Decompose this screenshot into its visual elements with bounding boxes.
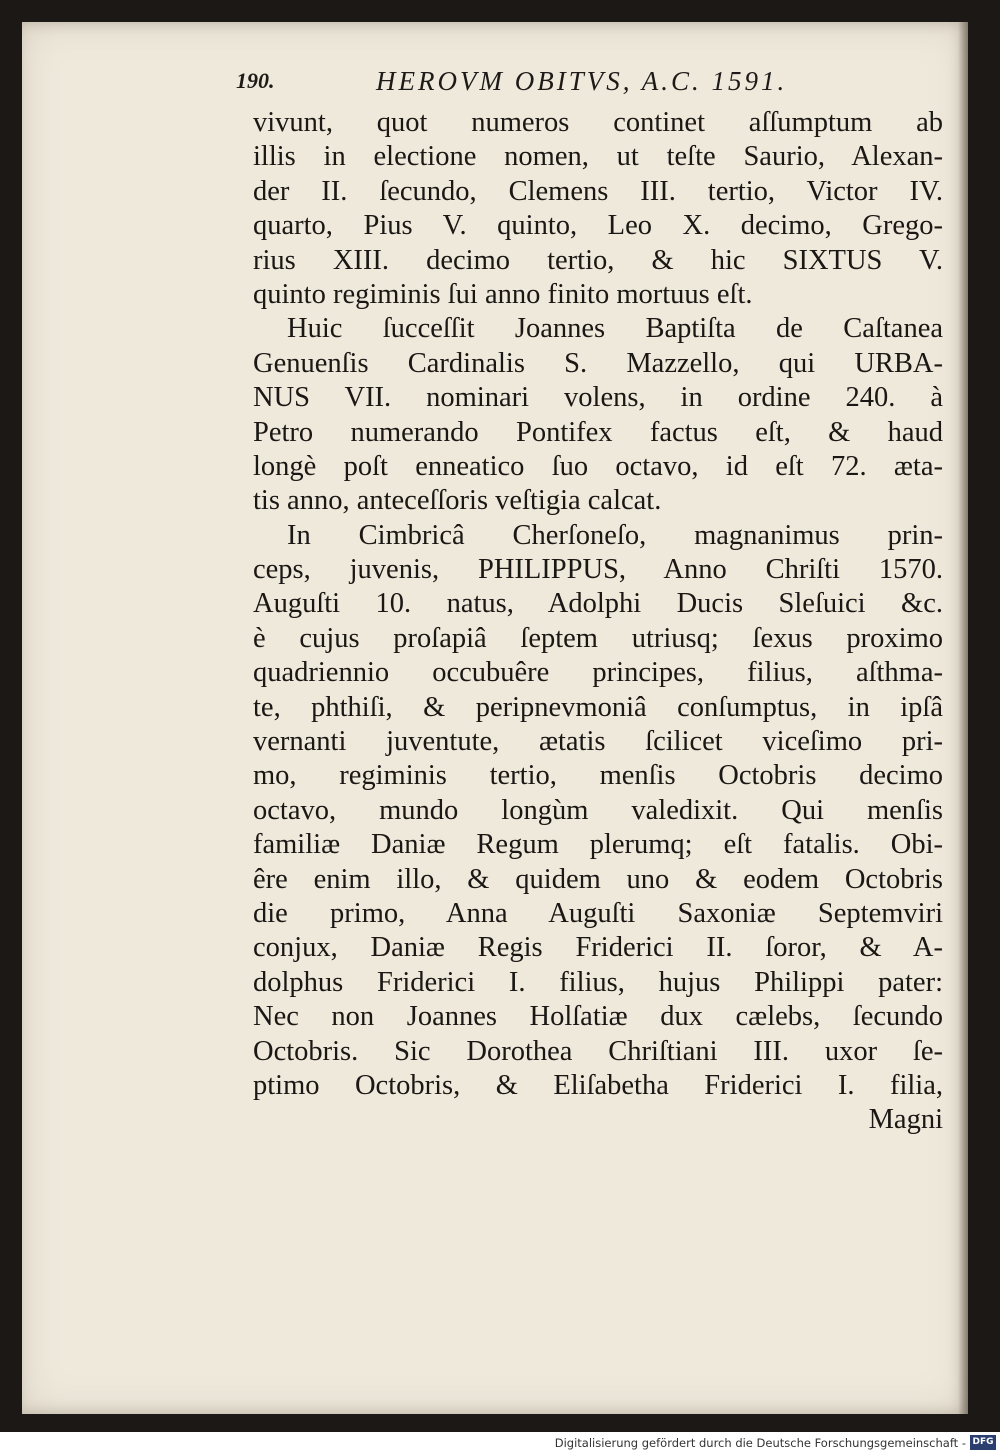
running-head [236,66,916,106]
text-line: ceps, juvenis, PHILIPPUS, Anno Chriſti 1570. [253,554,943,586]
text-line: familiæ Daniæ Regum plerumq; eſt fatalis. Obi- [253,829,943,861]
text-line: ptimo Octobris, & Eliſabetha Friderici I. filia, [253,1069,943,1101]
text-line: vernanti juventute, ætatis ſcilicet viceſimo pri- [253,726,943,758]
text-line: Auguſti 10. natus, Adolphi Ducis Sleſuici &c. [253,588,943,620]
text-line: mo, regiminis tertio, menſis Octobris decimo [253,760,943,792]
running-title: HEROVM OBITVS, A.C. 1591. [376,66,788,96]
text-line: longè poſt enneatico ſuo octavo, id eſt 72. æta- [253,450,943,482]
text-line: conjux, Daniæ Regis Friderici II. ſoror, & A- [253,932,943,964]
text-line: In Cimbricâ Cherſoneſo, magnanimus prin- [287,519,943,551]
text-line: vivunt, quot numeros continet aſſumptum ab [253,107,943,138]
text-line: êre enim illo, & quidem uno & eodem Octobris [253,863,943,895]
text-line: Genuenſis Cardinalis S. Mazzello, qui URBA- [253,347,943,379]
text-line: tis anno, anteceſſoris veſtigia calcat. [253,485,662,517]
page-number: 190. [236,68,275,93]
catchword: Magni [868,1104,943,1136]
text-line: quinto regiminis ſui anno finito mortuus eſt. [253,278,753,310]
text-line: octavo, mundo longùm valedixit. Qui menſis [253,794,943,826]
digitization-footer [0,1432,1000,1455]
text-line: die primo, Anna Auguſti Saxoniæ Septemviri [253,897,943,929]
text-line: der II. ſecundo, Clemens III. tertio, Victor IV. [253,175,943,207]
funding-notice: Digitalisierung gefördert durch die Deutsche Forschungsgemeinschaft - [554,1436,966,1450]
body-text [253,106,943,1138]
text-line: Huic ſucceſſit Joannes Baptiſta de Caſtanea [287,313,943,345]
text-line: illis in electione nomen, ut teſte Saurio, Alexan- [253,141,943,173]
text-line: te, phthiſi, & peripnevmoniâ conſumptus, in ipſâ [253,691,943,723]
text-line: Octobris. Sic Dorothea Chriſtiani III. uxor ſe- [253,1035,943,1067]
text-line: Petro numerando Pontifex factus eſt, & haud [253,416,943,448]
text-line: è cujus proſapiâ ſeptem utriusq; ſexus proximo [253,622,943,654]
text-line: quadriennio occubuêre principes, filius, aſthma- [253,657,943,689]
text-line: dolphus Friderici I. filius, hujus Philippi pater: [253,966,943,998]
text-line: quarto, Pius V. quinto, Leo X. decimo, Grego- [253,210,943,242]
dfg-logo-icon: DFG [970,1435,996,1450]
text-line: Nec non Joannes Holſatiæ dux cælebs, ſecundo [253,1001,943,1033]
text-line: NUS VII. nominari volens, in ordine 240. à [253,382,943,414]
text-line: rius XIII. decimo tertio, & hic SIXTUS V. [253,244,943,276]
page-edge-shadow [958,22,968,1414]
